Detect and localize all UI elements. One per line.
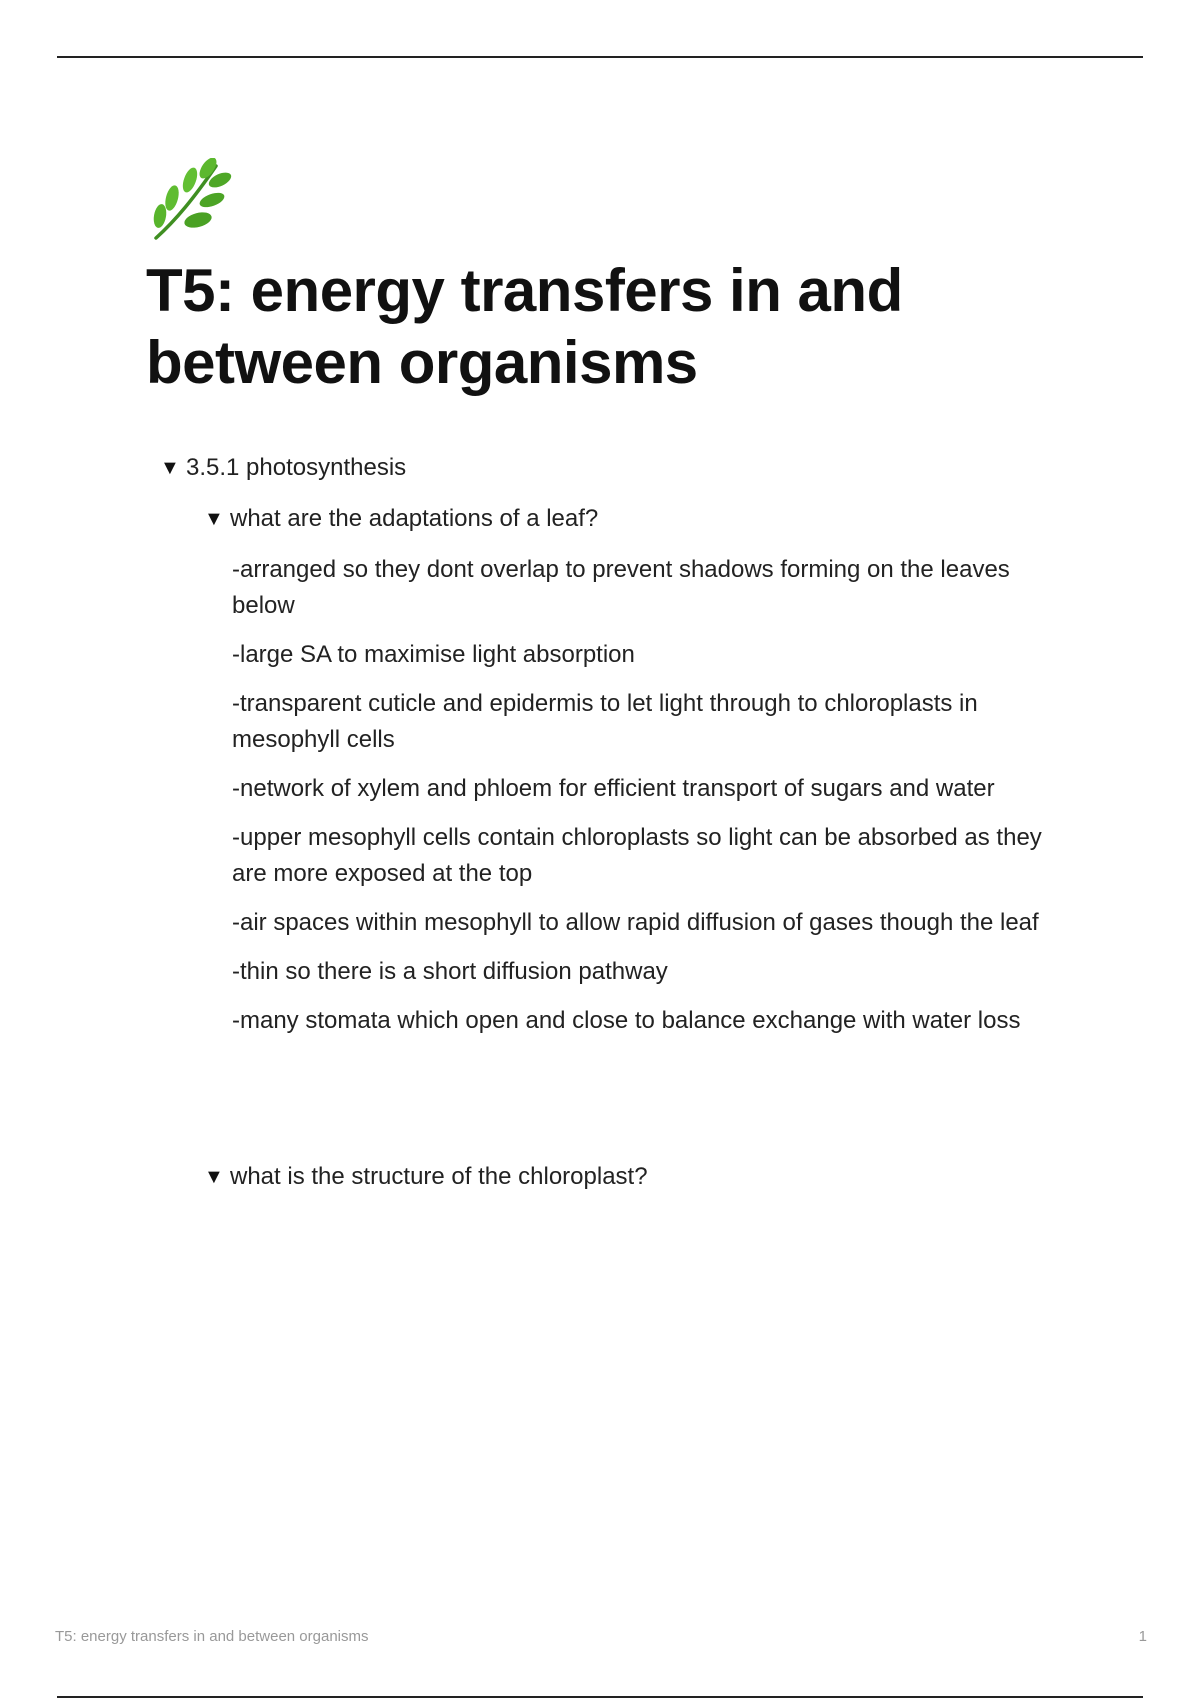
top-divider (57, 56, 1143, 58)
list-item: -air spaces within mesophyll to allow rapid diffusion of gases though the leaf (232, 909, 1039, 936)
toggle-triangle-icon[interactable]: ▼ (204, 1166, 224, 1188)
toggle-leaf-adaptations[interactable] (204, 504, 598, 534)
footer-page-number: 1 (1138, 1628, 1147, 1645)
list-item: -many stomata which open and close to balance exchange with water loss (232, 1007, 1021, 1034)
list-item: -network of xylem and phloem for efficient transport of sugars and water (232, 775, 995, 802)
toggle-triangle-icon[interactable]: ▼ (204, 508, 224, 530)
toggle-label: what is the structure of the chloroplast? (230, 1163, 648, 1190)
toggle-chloroplast-structure[interactable] (204, 1162, 648, 1192)
toggle-label: 3.5.1 photosynthesis (186, 454, 407, 481)
list-item: -large SA to maximise light absorption (232, 641, 635, 668)
list-item: -upper mesophyll cells contain chloroplasts so light can be absorbed as they are more exposed at the top (232, 824, 1042, 887)
leaf-adaptations-list (232, 552, 1062, 1052)
toggle-label: what are the adaptations of a leaf? (230, 505, 599, 532)
bottom-divider (57, 1696, 1143, 1698)
herb-leaf-icon (146, 158, 232, 244)
list-item: -arranged so they dont overlap to prevent shadows forming on the leaves below (232, 556, 1010, 619)
page-title: T5: energy transfers in and between organisms (146, 257, 903, 396)
toggle-photosynthesis[interactable] (160, 453, 406, 483)
toggle-triangle-icon[interactable]: ▼ (160, 457, 180, 479)
list-item: -thin so there is a short diffusion pathway (232, 958, 668, 985)
footer-document-title: T5: energy transfers in and between organisms (55, 1628, 369, 1645)
list-item: -transparent cuticle and epidermis to let light through to chloroplasts in mesophyll cells (232, 690, 978, 753)
